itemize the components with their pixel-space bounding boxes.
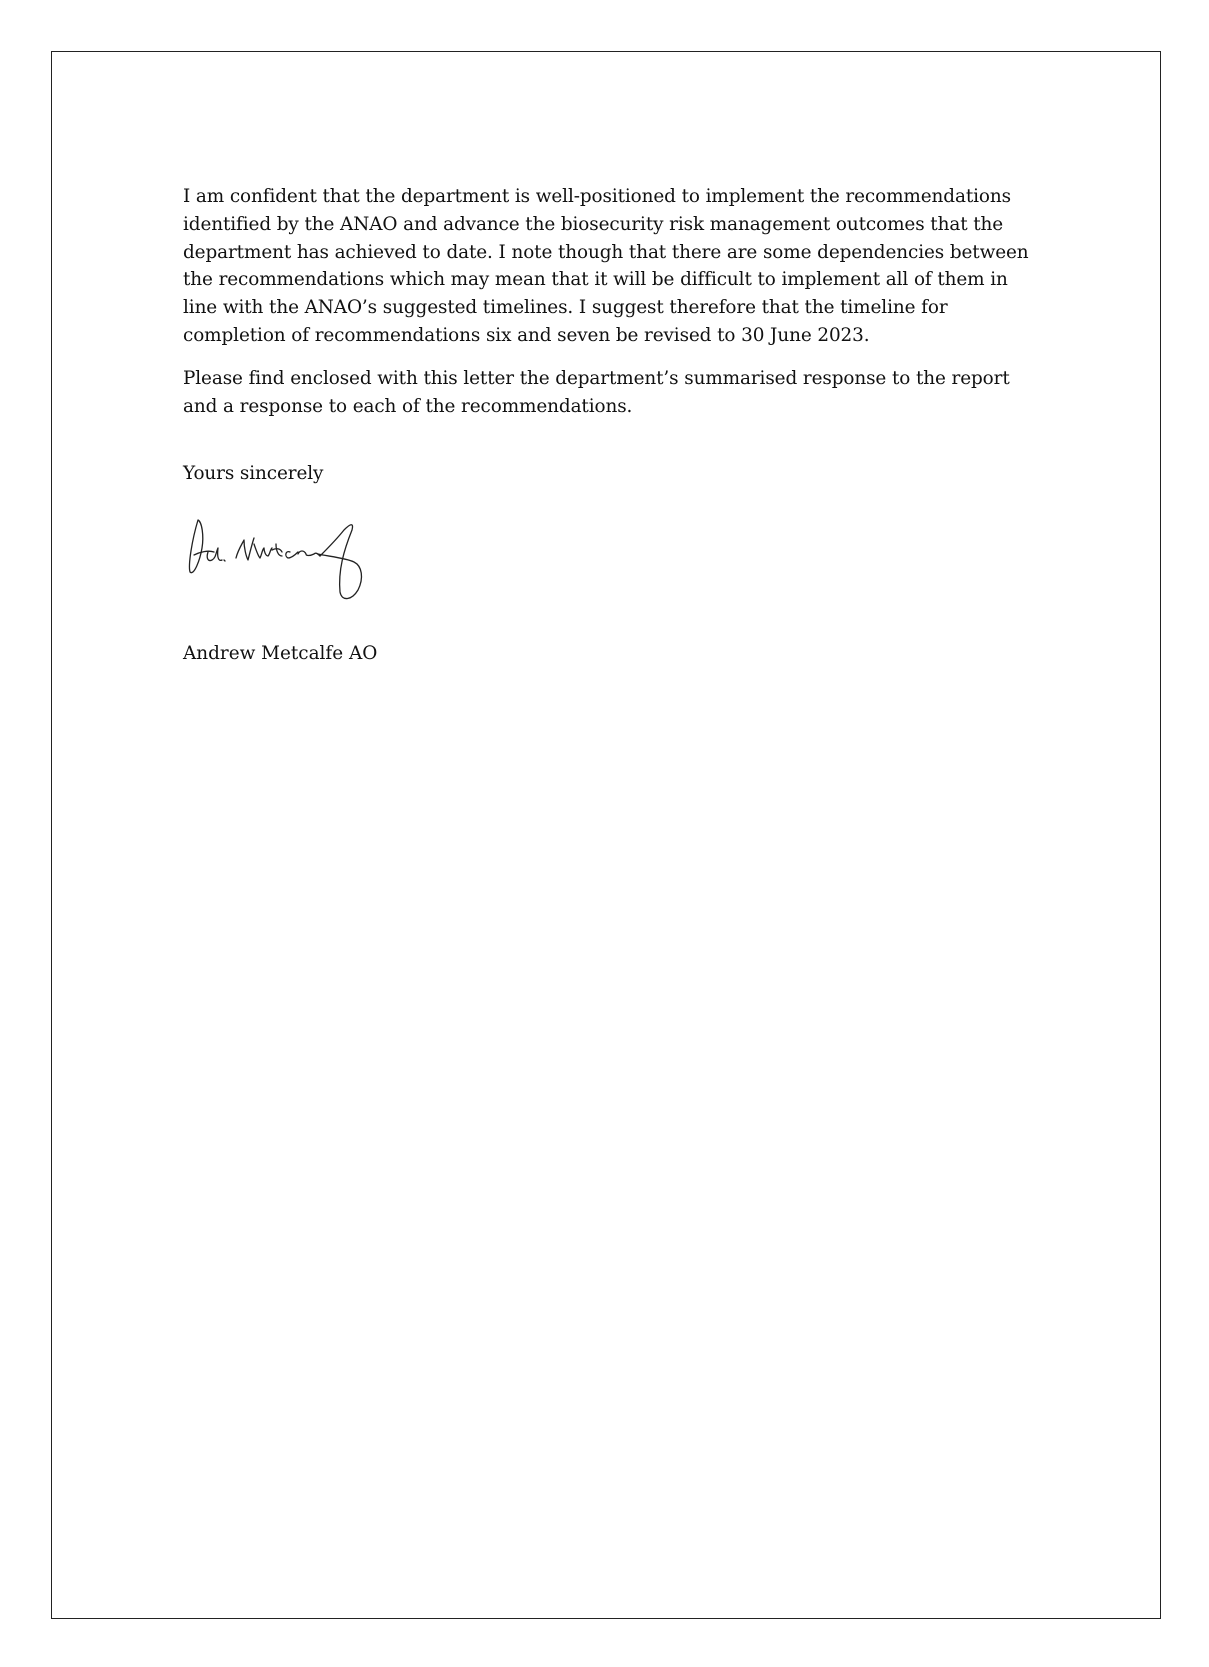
signatory-name: Andrew Metcalfe AO <box>183 643 378 664</box>
closing-salutation: Yours sincerely <box>183 463 324 485</box>
paragraph-1: I am confident that the department is well-positioned to implement the recommendations identified by the ANAO and advance the biosecurity risk management outcomes that the department has achieved to date. I note though that there are some dependencies between the recommendations which may mean that it will be difficult to implement all of them in line with the ANAO’s suggested timelines. I suggest therefore that the timeline for completion of recommendations six and seven be revised to 30 June 2023. <box>183 186 1029 346</box>
paragraph-2: Please find enclosed with this letter the department’s summarised response to the report and a response to each of the recommendations. <box>183 367 1010 417</box>
letter-body <box>183 183 1043 488</box>
handwritten-signature <box>186 510 426 610</box>
